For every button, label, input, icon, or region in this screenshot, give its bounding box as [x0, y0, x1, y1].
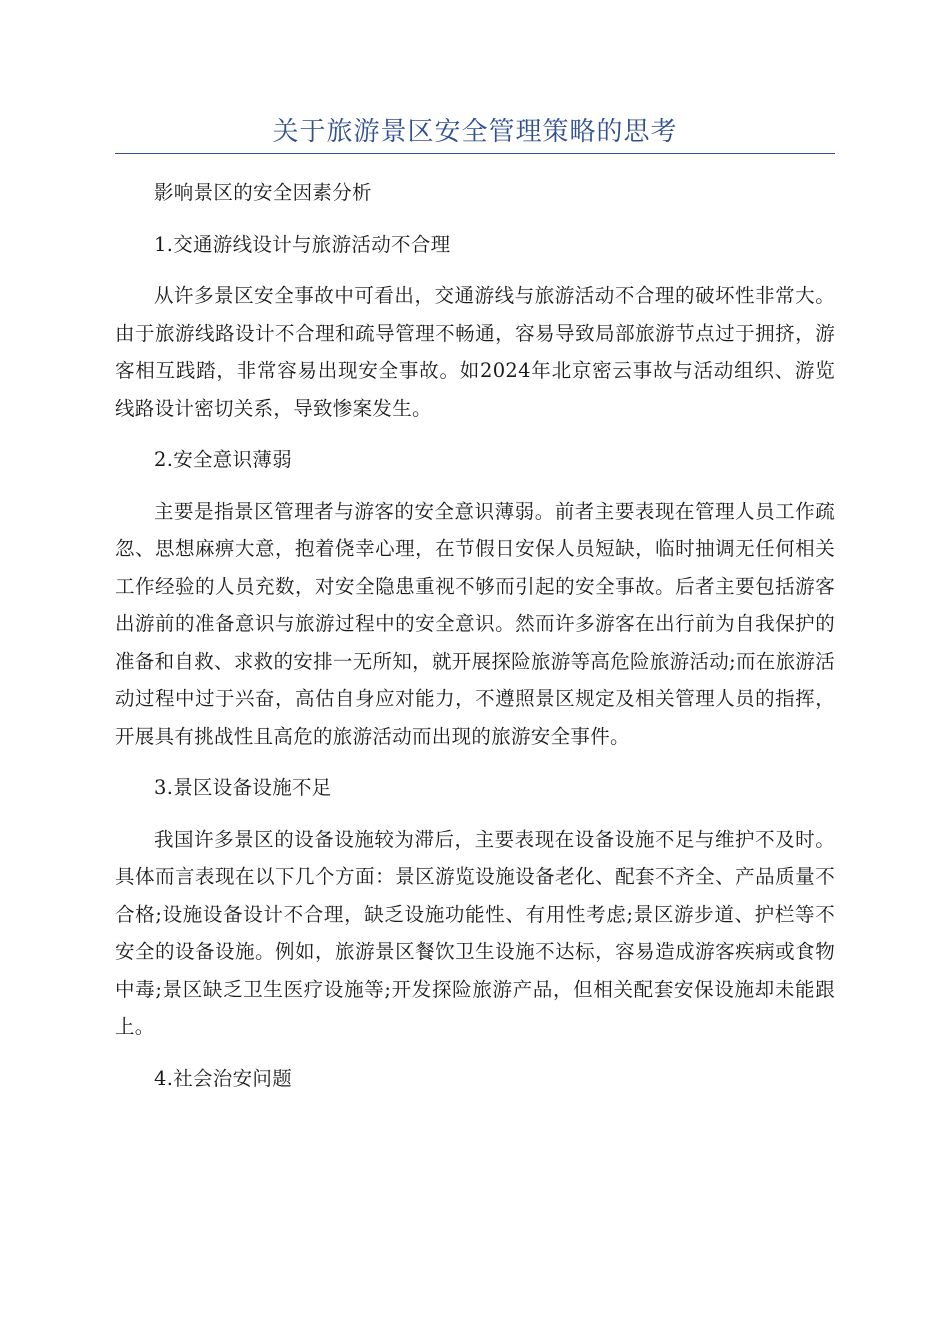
body-paragraph: 主要是指景区管理者与游客的安全意识薄弱。前者主要表现在管理人员工作疏忽、思想麻痹大意，抱着侥幸心理，在节假日安保人员短缺，临时抽调无任何相关工作经验的人员充数，对安全隐患重视不够而引起的安全事故。后者主要包括游客出游前的准备意识与旅游过程中的安全意识。然而许多游客在出行前为自我保护的准备和自救、求救的安排一无所知，就开展探险旅游等高危险旅游活动;而在旅游活动过程中过于兴奋，高估自身应对能力，不遵照景区规定及相关管理人员的指挥，开展具有挑战性且高危的旅游活动而出现的旅游安全事件。: [115, 499, 835, 748]
body-paragraph: 从许多景区安全事故中可看出，交通游线与旅游活动不合理的破坏性非常大。由于旅游线路设计不合理和疏导管理不畅通，容易导致局部旅游节点过于拥挤，游客相互践踏，非常容易出现安全事故。如2024年北京密云事故与活动组织、游览线路设计密切关系，导致惨案发生。: [115, 284, 835, 420]
subsection-heading: 2.安全意识薄弱: [154, 448, 293, 471]
body-paragraph: 我国许多景区的设备设施较为滞后，主要表现在设备设施不足与维护不及时。具体而言表现在以下几个方面：景区游览设施设备老化、配套不齐全、产品质量不合格;设施设备设计不合理，缺乏设施功能性、有用性考虑;景区游步道、护栏等不安全的设备设施。例如，旅游景区餐饮卫生设施不达标，容易造成游客疾病或食物中毒;景区缺乏卫生医疗设施等;开发探险旅游产品，但相关配套安保设施却未能跟上。: [115, 827, 835, 1038]
document-title: 关于旅游景区安全管理策略的思考: [272, 117, 678, 147]
title-underline: [115, 153, 835, 154]
subsection-heading: 3.景区设备设施不足: [154, 776, 332, 799]
subsection-heading: 4.社会治安问题: [154, 1066, 293, 1090]
subsection-heading: 1.交通游线设计与旅游活动不合理: [154, 232, 451, 256]
document-body: [115, 174, 835, 1111]
section-heading: 影响景区的安全因素分析: [154, 181, 372, 204]
